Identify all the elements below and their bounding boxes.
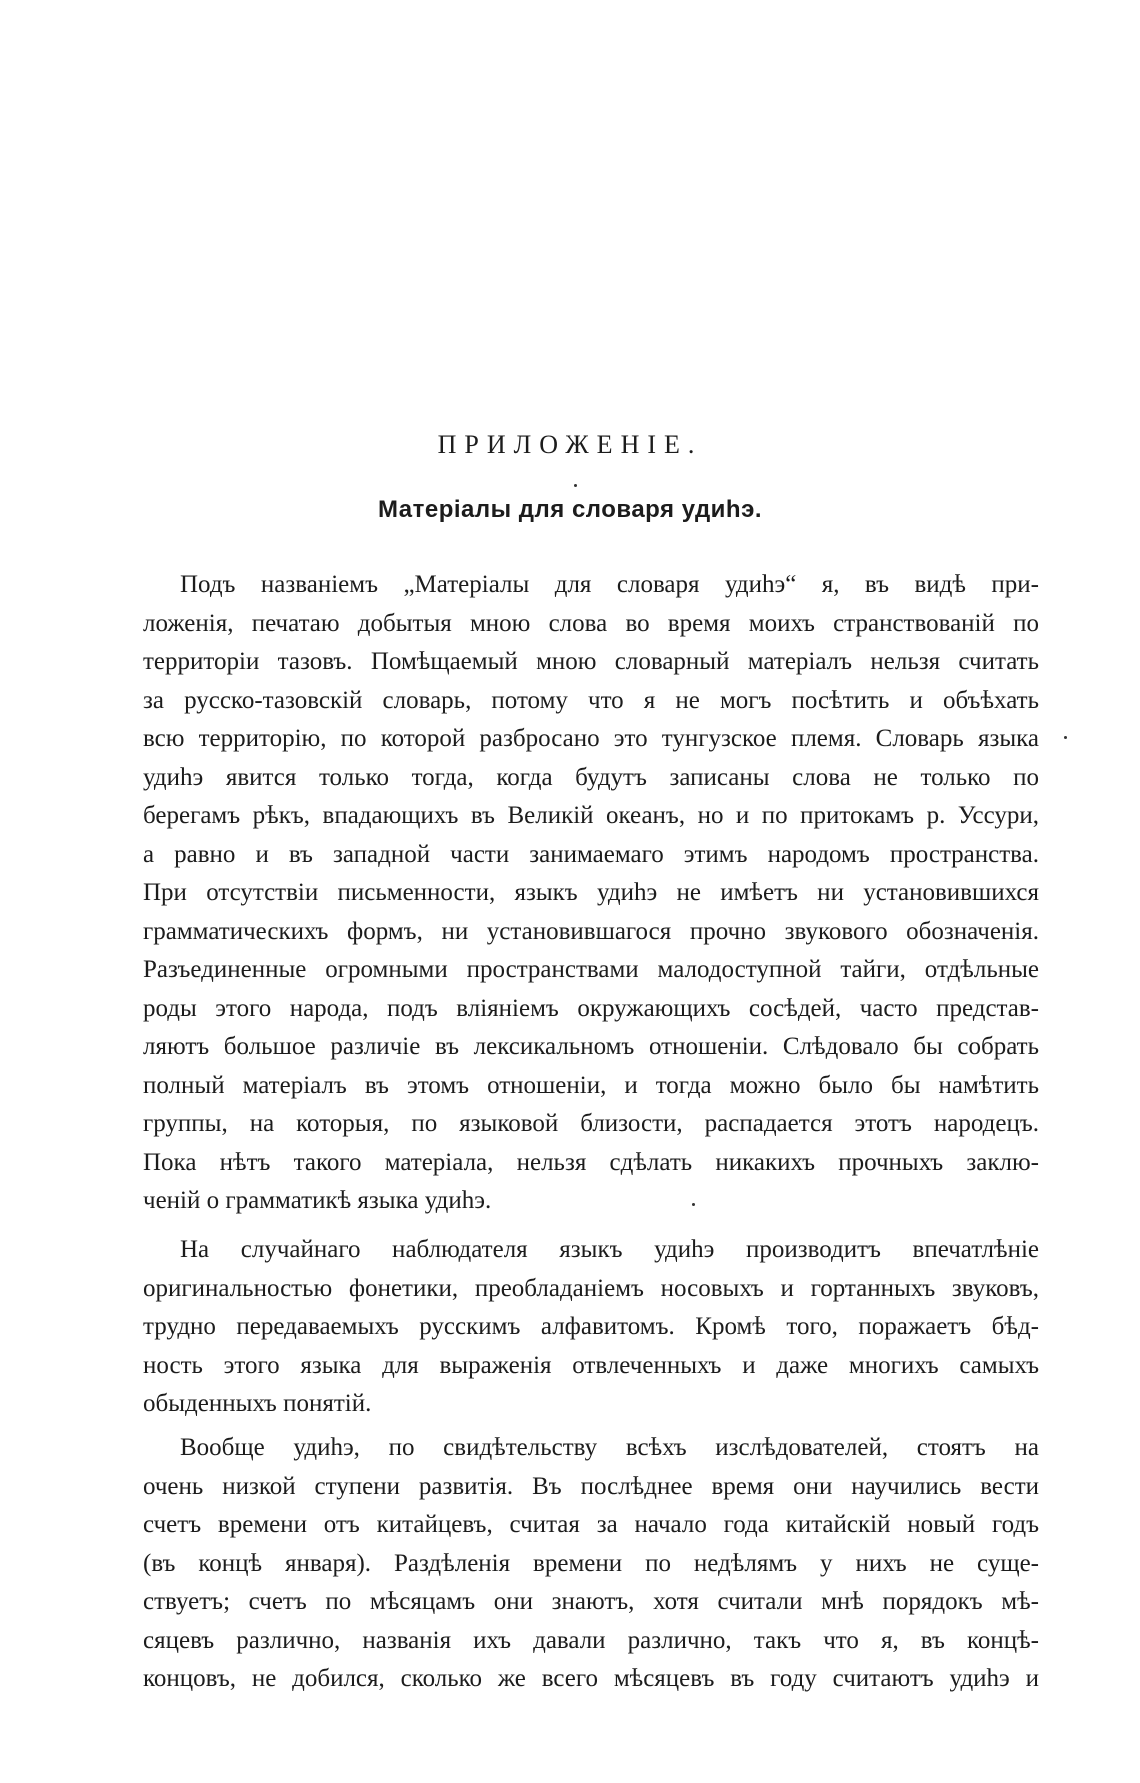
text-line: концовъ, не добился, сколько же всего мѣсяцевъ въ году считаютъ удиһэ и	[143, 1665, 1039, 1692]
text-line: полный матеріалъ въ этомъ отношеніи, и тогда можно было бы намѣтить	[143, 1071, 1039, 1099]
text-line: (въ концѣ января). Раздѣленія времени по недѣлямъ у нихъ не суще-	[143, 1549, 1039, 1577]
text-line: трудно передаваемыхъ русскимъ алфавитомъ. Кромѣ того, поражаетъ бѣд-	[143, 1313, 1039, 1340]
text-line: ствуетъ; счетъ по мѣсяцамъ они знаютъ, хотя считали мнѣ порядокъ мѣ-	[143, 1588, 1039, 1615]
text-line: Вообще удиһэ, по свидѣтельству всѣхъ изслѣдователей, стоятъ на	[180, 1434, 1039, 1461]
text-line: Подъ названіемъ „Матеріалы для словаря удиһэ“ я, въ видѣ при-	[180, 571, 1039, 598]
paragraph	[143, 566, 1039, 1221]
text-line: Разъединенные огромными пространствами малодоступной тайги, отдѣльные	[143, 956, 1039, 983]
ink-speck	[574, 484, 577, 487]
text-line: за русско-тазовскій словарь, потому что я не могъ посѣтить и объѣхать	[143, 686, 1039, 714]
text-line: сяцевъ различно, названія ихъ давали различно, такъ что я, въ концѣ-	[143, 1626, 1039, 1654]
text-line: На случайнаго наблюдателя языкъ удиһэ производитъ впечатлѣніе	[180, 1236, 1039, 1263]
ink-speck	[692, 1203, 695, 1206]
text-line: очень низкой ступени развитія. Въ послѣднее время они научились вести	[143, 1472, 1039, 1500]
ink-speck	[1064, 736, 1067, 739]
text-line: Пока нѣтъ такого матеріала, нельзя сдѣлать никакихъ прочныхъ заклю-	[143, 1148, 1039, 1176]
text-line: территоріи тазовъ. Помѣщаемый мною словарный матеріалъ нельзя считать	[143, 648, 1039, 675]
text-line: всю территорію, по которой разбросано это тунгузское племя. Словарь языка	[143, 725, 1039, 752]
text-line: оригинальностью фонетики, преобладаніемъ носовыхъ и гортанныхъ звуковъ,	[143, 1274, 1039, 1302]
text-line: роды этого народа, подъ вліяніемъ окружающихъ сосѣдей, часто представ-	[143, 994, 1039, 1022]
text-line: а равно и въ западной части занимаемаго этимъ народомъ пространства.	[143, 840, 1039, 868]
text-line: группы, на которыя, по языковой близости, распадается этотъ народецъ.	[143, 1110, 1039, 1137]
paragraph	[143, 1429, 1039, 1699]
text-line: обыденныхъ понятій.	[143, 1390, 372, 1417]
text-line: ложенія, печатаю добытыя мною слова во время моихъ странствованій по	[143, 609, 1039, 637]
text-line: При отсутствіи письменности, языкъ удиһэ не имѣетъ ни установившихся	[143, 879, 1039, 906]
paragraph	[143, 1231, 1039, 1424]
section-subtitle: Матеріалы для словаря удиһэ.	[377, 496, 763, 523]
text-line: ченій о грамматикѣ языка удиһэ.	[143, 1187, 492, 1214]
text-line: берегамъ рѣкъ, впадающихъ въ Великій океанъ, но и по притокамъ р. Уссури,	[143, 802, 1039, 829]
page-heading: ПРИЛОЖЕНІЕ.	[437, 430, 703, 459]
text-line: удиһэ явится только тогда, когда будутъ записаны слова не только по	[143, 763, 1039, 791]
text-line: счетъ времени отъ китайцевъ, считая за начало года китайскій новый годъ	[143, 1511, 1039, 1538]
text-line: грамматическихъ формъ, ни установившагося прочно звукового обозначенія.	[143, 917, 1039, 945]
text-line: ляютъ большое различіе въ лексикальномъ отношеніи. Слѣдовало бы собрать	[143, 1033, 1039, 1060]
text-line: ность этого языка для выраженія отвлеченныхъ и даже многихъ самыхъ	[143, 1351, 1039, 1379]
